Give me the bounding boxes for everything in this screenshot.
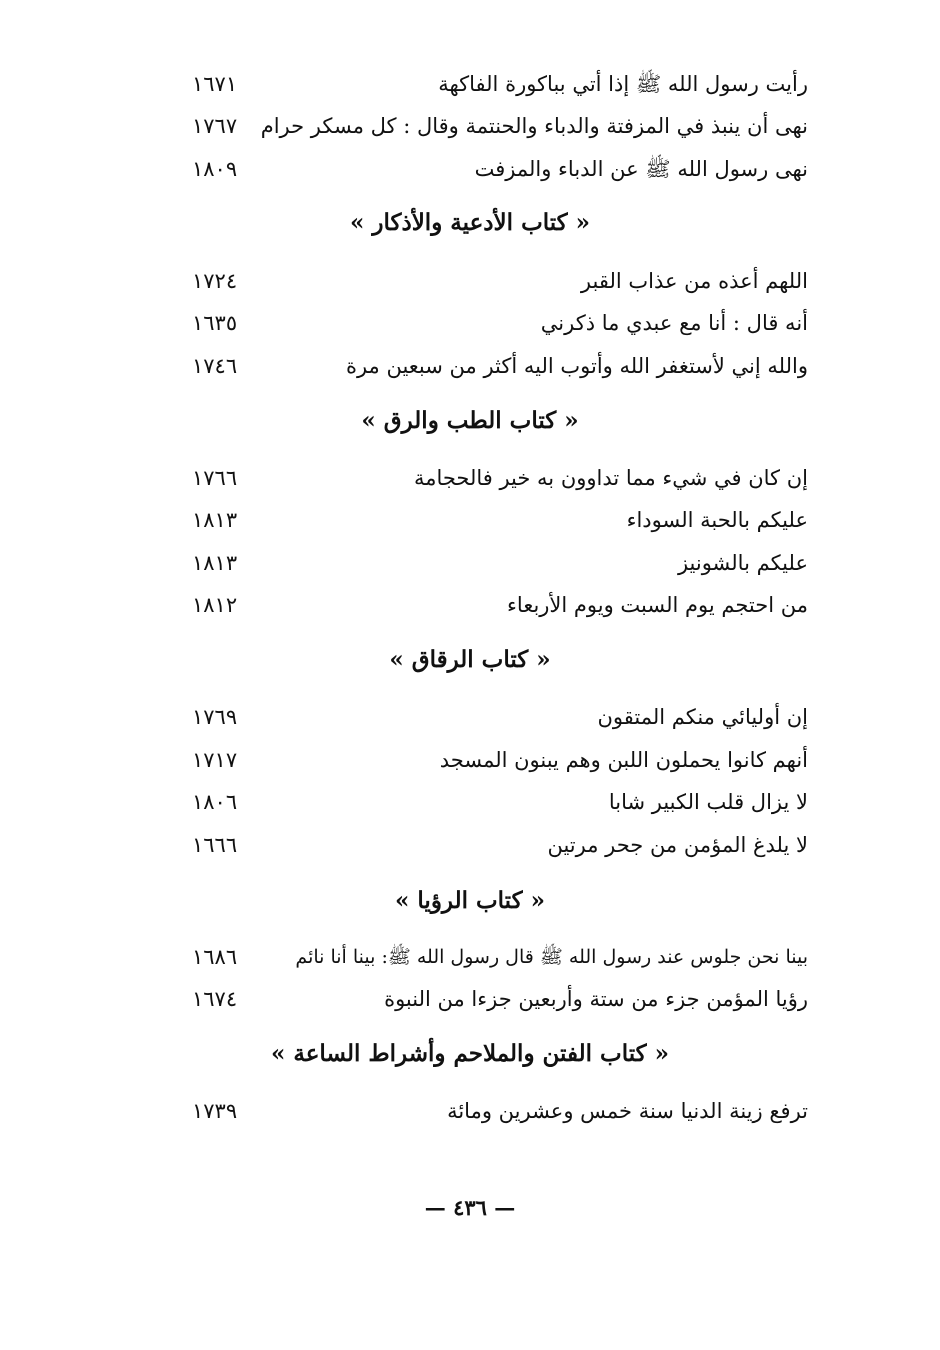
hadith-number: ١٧٢٤ — [192, 269, 238, 293]
hadith-number: ١٦٧١ — [192, 72, 238, 96]
hadith-text: لا يزال قلب الكبير شابا — [608, 790, 808, 814]
hadith-text: إن كان في شيء مما تداوون به خير فالحجامة — [413, 466, 808, 490]
hadith-number: ١٨١٣ — [192, 551, 238, 575]
hadith-text: رأيت رسول الله ﷺ إذا أتي بباكورة الفاكهة — [438, 72, 808, 96]
hadith-text: اللهم أعذه من عذاب القبر — [580, 269, 808, 293]
hadith-number: ١٦٦٦ — [192, 833, 238, 857]
index-entry — [0, 106, 940, 146]
index-entry — [0, 979, 940, 1019]
hadith-number: ١٨٠٦ — [192, 790, 238, 814]
page-number: — ٤٣٦ — — [424, 1195, 516, 1220]
hadith-number: ١٦٣٥ — [192, 311, 238, 335]
hadith-text: أنه قال : أنا مع عبدي ما ذكرني — [540, 311, 808, 335]
hadith-number: ١٦٧٤ — [192, 987, 238, 1011]
index-entry — [0, 261, 940, 301]
index-entry — [0, 64, 940, 104]
hadith-text: إن أوليائي منكم المتقون — [597, 705, 808, 729]
hadith-number: ١٧٦٩ — [192, 705, 238, 729]
index-entry — [0, 825, 940, 865]
index-entry — [0, 303, 940, 343]
index-entry — [0, 697, 940, 737]
section-heading: « كتاب الرقاق » — [389, 646, 551, 673]
hadith-number: ١٧٣٩ — [192, 1099, 238, 1123]
hadith-number: ١٧٦٧ — [192, 114, 238, 138]
section-heading: « كتاب الرؤيا » — [395, 887, 545, 914]
hadith-text: من احتجم يوم السبت ويوم الأربعاء — [507, 593, 808, 617]
hadith-number: ١٧٤٦ — [192, 354, 238, 378]
index-entry — [0, 1091, 940, 1131]
hadith-text: أنهم كانوا يحملون اللبن وهم يبنون المسجد — [439, 748, 808, 772]
hadith-number: ١٨٠٩ — [192, 157, 238, 181]
hadith-text: ترفع زينة الدنيا سنة خمس وعشرين ومائة — [447, 1099, 808, 1123]
index-entry — [0, 782, 940, 822]
hadith-number: ١٦٨٦ — [192, 945, 238, 969]
index-entry — [0, 149, 940, 189]
hadith-text: نهى أن ينبذ في المزفتة والدباء والحنتمة وقال : كل مسكر حرام — [260, 114, 808, 138]
section-heading: « كتاب الفتن والملاحم وأشراط الساعة » — [271, 1040, 669, 1067]
hadith-text: رؤيا المؤمن جزء من ستة وأربعين جزءا من النبوة — [384, 987, 808, 1011]
index-entry — [0, 500, 940, 540]
index-entry — [0, 585, 940, 625]
section-heading: « كتاب الطب والرق » — [361, 407, 579, 434]
index-entry — [0, 740, 940, 780]
hadith-number: ١٨١٣ — [192, 508, 238, 532]
hadith-text: عليكم بالشونيز — [677, 551, 808, 575]
hadith-text: عليكم بالحبة السوداء — [626, 508, 808, 532]
hadith-number: ١٨١٢ — [192, 593, 238, 617]
index-entry — [0, 458, 940, 498]
hadith-number: ١٧٦٦ — [192, 466, 238, 490]
hadith-text: لا يلدغ المؤمن من جحر مرتين — [547, 833, 808, 857]
hadith-text: بينا نحن جلوس عند رسول الله ﷺ قال رسول الله ﷺ: بينا أنا نائم — [295, 946, 808, 968]
hadith-number: ١٧١٧ — [192, 748, 238, 772]
hadith-text: نهى رسول الله ﷺ عن الدباء والمزفت — [474, 157, 808, 181]
index-entry — [0, 543, 940, 583]
hadith-text: والله إني لأستغفر الله وأتوب اليه أكثر من سبعين مرة — [345, 354, 808, 378]
section-heading: « كتاب الأدعية والأذكار » — [350, 209, 590, 236]
index-entry — [0, 937, 940, 977]
index-entry — [0, 346, 940, 386]
